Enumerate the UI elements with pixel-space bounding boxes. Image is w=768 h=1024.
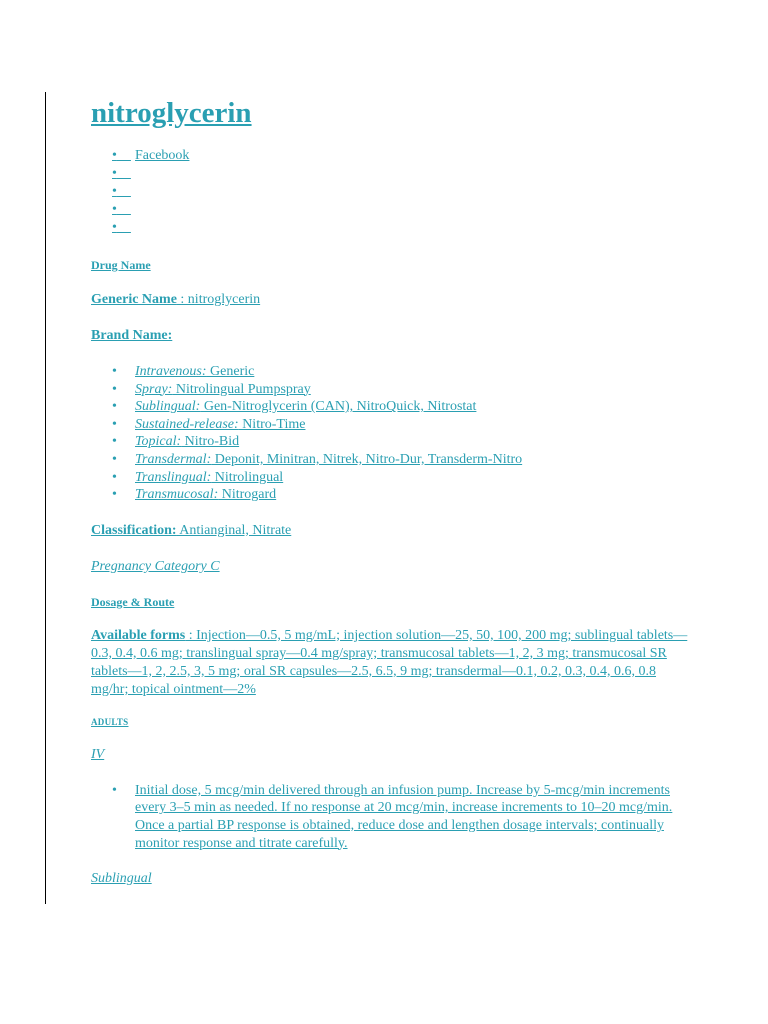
brand-item-translingual[interactable]: • Translingual: Nitrolingual — [91, 469, 691, 487]
adults-heading[interactable]: ADULTS — [91, 716, 129, 727]
brand-item-transmucosal[interactable]: • Transmucosal: Nitrogard — [91, 486, 691, 504]
sublingual-heading[interactable]: Sublingual — [91, 871, 152, 887]
brand-item-sustained-release[interactable]: • Sustained-release: Nitro-Time — [91, 416, 691, 434]
available-forms[interactable]: Available forms : Injection—0.5, 5 mg/mL; injection solution—25, 50, 100, 200 mg; sublingual tablets—0.3, 0.4, 0.6 mg; translingual spray—0.4 mg/spray; transmucosal tablets—1, 2, 3 mg; transmucosal SR tablets—1, 2, 2.5, 3, 5 mg; oral SR capsules—2.5, 6.5, 9 mg; transdermal—0.1, 0.2, 0.3, 0.4, 0.6, 0.8 mg/hr; topical ointment—2% — [91, 627, 688, 697]
article-content — [91, 92, 691, 888]
iv-dosage-item[interactable]: • Initial dose, 5 mcg/min delivered through an infusion pump. Increase by 5-mcg/min increments every 3–5 min as needed. If no response at 20 mcg/min, increase increments to 10–20 mcg/min. Once a partial BP response is obtained, reduce dose and lengthen dosage intervals; continually monitor response and titrate carefully. — [91, 782, 691, 852]
brand-item-intravenous[interactable]: • Intravenous: Generic — [91, 363, 691, 381]
page-title[interactable]: nitroglycerin — [91, 97, 252, 129]
share-item[interactable]: • — [112, 166, 117, 181]
brand-item-spray[interactable]: • Spray: Nitrolingual Pumpspray — [91, 381, 691, 399]
brand-item-sublingual[interactable]: • Sublingual: Gen-Nitroglycerin (CAN), NitroQuick, Nitrostat — [91, 398, 691, 416]
brand-name-heading[interactable]: Brand Name: — [91, 328, 173, 343]
pregnancy-category[interactable]: Pregnancy Category C — [91, 558, 220, 574]
classification[interactable]: Classification: Antianginal, Nitrate — [91, 522, 292, 538]
share-item[interactable]: • — [112, 220, 117, 235]
share-item[interactable]: • — [112, 202, 117, 217]
brand-item-topical[interactable]: • Topical: Nitro-Bid — [91, 433, 691, 451]
facebook-link[interactable]: Facebook — [135, 148, 190, 163]
drug-name-heading[interactable]: Drug Name — [91, 258, 151, 272]
iv-heading[interactable]: IV — [91, 746, 105, 762]
brand-list — [91, 363, 691, 504]
left-margin-rule — [45, 92, 46, 904]
dosage-route-heading[interactable]: Dosage & Route — [91, 594, 175, 609]
share-item[interactable]: • — [112, 184, 117, 199]
share-item-facebook[interactable]: • Facebook — [112, 148, 190, 163]
iv-dosage-list — [91, 782, 691, 852]
generic-name[interactable]: Generic Name : nitroglycerin — [91, 292, 261, 307]
share-list — [91, 147, 691, 237]
brand-item-transdermal[interactable]: • Transdermal: Deponit, Minitran, Nitrek, Nitro-Dur, Transderm-Nitro — [91, 451, 691, 469]
